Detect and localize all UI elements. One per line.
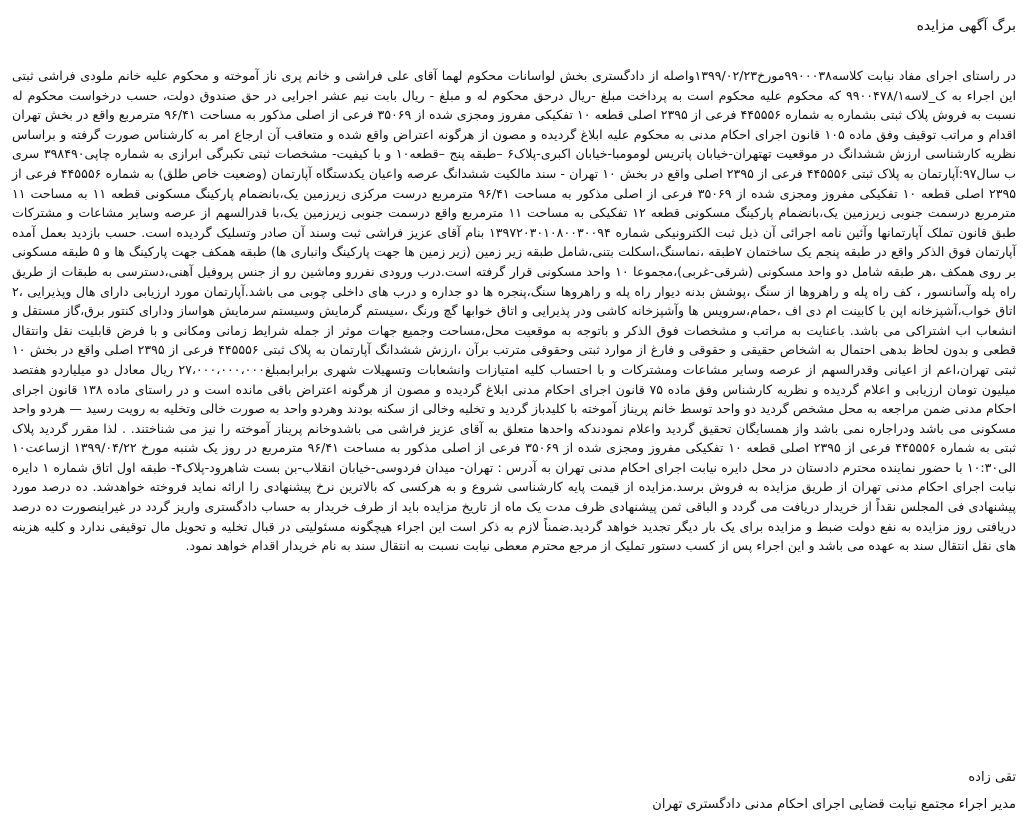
document-title: برگ آگهی مزایده xyxy=(916,18,1016,34)
signer-title: مدیر اجراء مجتمع نیابت قضایی اجرای احکام مدنی دادگستری تهران xyxy=(652,797,1016,812)
signer-name: تقی زاده xyxy=(968,770,1016,785)
document-body: در راستای اجرای مفاد نیابت کلاسه۹۹۰۰۰۳۸مورخ۱۳۹۹/۰۲/۲۳واصله از دادگستری بخش لواسانات محکوم لهما آقای علی فراشی و خانم پری ناز آموخته و محکوم علیه خانم ملودی فراشی ثبتی این اجراء به ک_لاسه۹۹۰۰۴۷۸/۱ که محکوم علیه محکوم است به پرداخت مبلغ -ریال درحق محکوم له و مبلغ - ریال بابت نیم عشر اجرایی در حق صندوق دولت، حسب درخواست محکوم له نسبت به فروش پلاک ثبتی بشماره به شماره ۴۴۵۵۵۶ فرعی از ۲۳۹۵ اصلی قطعه ۱۰ تفکیکی مفروز ومجزی شده از ۳۵۰۶۹ فرعی از اصلی مذکور به مساحت ۹۶/۴۱ مترمربع واقع در بخش تهران اقدام و مراتب توقیف وفق ماده ۱۰۵ قانون اجرای احکام مدنی به محکوم علیه ابلاغ گردیده و مصون از هرگونه اعتراض واقع شده و متعاقب آن ارجاع امر به کارشناس صورت گرفته و براساس نظریه کارشناسی ارزش ششدانگ در موقعیت تهتهران-خیابان پاتریس لومومبا-خیابان اکبری-پلاک۶ –طبقه پنج –قطعه۱۰ و با کیفیت- مشخصات ثبتی تکبرگی ابرازی به شماره چاپی۳۹۸۴۹۰ سری ب سال۹۷:آپارتمان به پلاک ثبتی ۴۴۵۵۵۶ فرعی از ۲۳۹۵ اصلی واقع در بخش ۱۰ تهران - سند مالکیت ششدانگ عرصه واعیان یکدستگاه آپارتمان (وضعیت خاص طلق) به شماره ۴۴۵۵۵۶ فرعی از ۲۳۹۵ اصلی قطعه ۱۰ تفکیکی مفروز ومجزی شده از ۳۵۰۶۹ فرعی از اصلی مذکور به مساحت ۹۶/۴۱ مترمربع درست مرکزی زیرزمین یک،بانضمام پارکینگ مسکونی قطعه ۱۱ به مساحت ۱۱ مترمربع درسمت جنوبی زیرزمین یک،بانضمام پارکینگ مسکونی قطعه ۱۲ تفکیکی به مساحت ۱۱ مترمربع واقع درسمت جنوبی زیرزمین یک،با قدرالسهم از عرصه وسایر مشاعات و مشترکات طبق قانون تملک آپارتمانها وآئین نامه اجرائی آن ذیل ثبت الکترونیکی شماره ۱۳۹۷۲۰۳۰۱۰۸۰۰۳۰۰۹۴ بنام آقای عزیز فراشی ثبت وسند آن صادر وتسلیک گردیده است. حسب بازدید بعمل آمده آپارتمان فوق الذکر واقع در طبقه پنجم یک ساختمان ۷طبقه ،نماسنگ،اسکلت بتنی،شامل طبقه زیر زمین (زیر زمین ها جهت پارکینگ وانباری ها) طبقه همکف جهت پارکینگ ها و ۵ طبقه مسکونی بر روی همکف ،هر طبقه شامل دو واحد مسکونی (شرقی-غربی)،مجموعا ۱۰ واحد مسکونی قرار گرفته است.درب ورودی نفررو وماشین رو از جنس پروفیل آهنی،دسترسی به طبقات از طریق راه پله وآسانسور ، کف راه پله و راهروها از سنگ ،پوشش بدنه دیوار راه پله و راهروها سنگ،پنجره ها دو جداره و درب های داخلی چوبی می باشد.آپارتمان مورد ارزیابی دارای هال وپذیرایی ،۲ اتاق خواب،آشپزخانه اپن با کابینت ام دی اف ،حمام،سرویس ها وآشپزخانه کاشی ودر پذیرایی و اتاق خوابها گچ ورنگ ،سیستم گرمایش وسیستم سرمایش هواساز ودارای کنتور برق،گاز مستقل و انشعاب اب اشتراکی می باشد. باعنایت به مراتب و مشخصات فوق الذکر و باتوجه به موقعیت محل،مساحت وجمیع جهات موثر از جمله شرایط زمانی ومکانی و با فرض قابلیت نقل وانتقال قطعی و بدون لحاظ بدهی احتمال به اشخاص حقیقی و حقوقی و فارغ از موارد ثبتی وحقوقی مترتب برآن ،ارزش ششدانگ آپارتمان به پلاک ثبتی ۴۴۵۵۵۶ فرعی از ۲۳۹۵ اصلی واقع در بخش ۱۰ ثبتی تهران،اعم از اعیانی وقدرالسهم از عرصه وسایر مشاعات ومشترکات و با احتساب کلیه امتیازات وانشعابات وتسهیلات شهری برابرابمبلغ۲۷،۰۰۰،۰۰۰،۰۰۰ ریال معادل دو میلیاردو هفتصد میلیون تومان ارزیابی و اعلام گردیده و نظریه کارشناس وفق ماده ۷۵ قانون اجرای احکام مدنی ابلاغ گردیده و مصون از هرگونه اعتراض باقی مانده است و در راستای ماده ۱۳۸ قانون اجرای احکام مدنی ضمن مراجعه به محل مشخص گردید دو واحد توسط خانم پریناز آموخته با کلیدباز گردید و تخلیه وخالی از سکنه بودند وهردو واحد به صورت خالی وتخلیه به رویت رسید — هردو واحد مسکونی می باشد ودراجاره نمی باشد واز همسایگان تحقیق گردید واعلام نمودندکه واحدها متعلق به آقای عزیز فراشی می باشدوخانم پریناز آموخته را نیز می شناختند. . لذا مقرر گردید پلاک ثبتی به شماره ۴۴۵۵۵۶ فرعی از ۲۳۹۵ اصلی قطعه ۱۰ تفکیکی مفروز ومجزی شده از ۳۵۰۶۹ فرعی از اصلی مذکور به مساحت ۹۶/۴۱ مترمربع در روز یک شنبه مورخ ۱۳۹۹/۰۴/۲۲ ازساعت۱۰ الی۱۰:۳۰ با حضور نماینده محترم دادستان در محل دایره نیابت اجرای احکام مدنی تهران به آدرس : تهران- میدان فردوسی-خیابان انقلاب-بن بست شاهرود-پلاک۴- طبقه اول اتاق شماره ۱ دایره نیابت اجرای احکام مدنی تهران از طریق مزایده به فروش برسد.مزایده از قیمت پایه کارشناسی شروع و به هرکسی که بالاترین نرخ پیشنهادی را ارائه نماید فروخته خواهدشد. ده درصد مورد پیشنهادی فی المجلس نقداً از خریدار دریافت می گردد و الباقی ثمن پیشنهادی ظرف مدت یک ماه از تاریخ مزایده باید از طرف خریدار به حساب دادگستری واریز گردد در غیراینصورت ده درصد دریافتی روز مزایده به نفع دولت ضبط و مزایده برای یک بار دیگر تجدید خواهد گردید.ضمناً لازم به ذکر است این اجراء هیچگونه مسئولیتی در قبال تخلیه و تحویل مال توقیفی ندارد و کلیه هزینه های نقل انتقال سند به عهده می باشد و این اجراء پس از کسب دستور تملیک از مرجع محترم معطی نیابت نسبت به انتقال سند به نام خریدار اقدام خواهد نمود. xyxy=(12,68,1017,554)
